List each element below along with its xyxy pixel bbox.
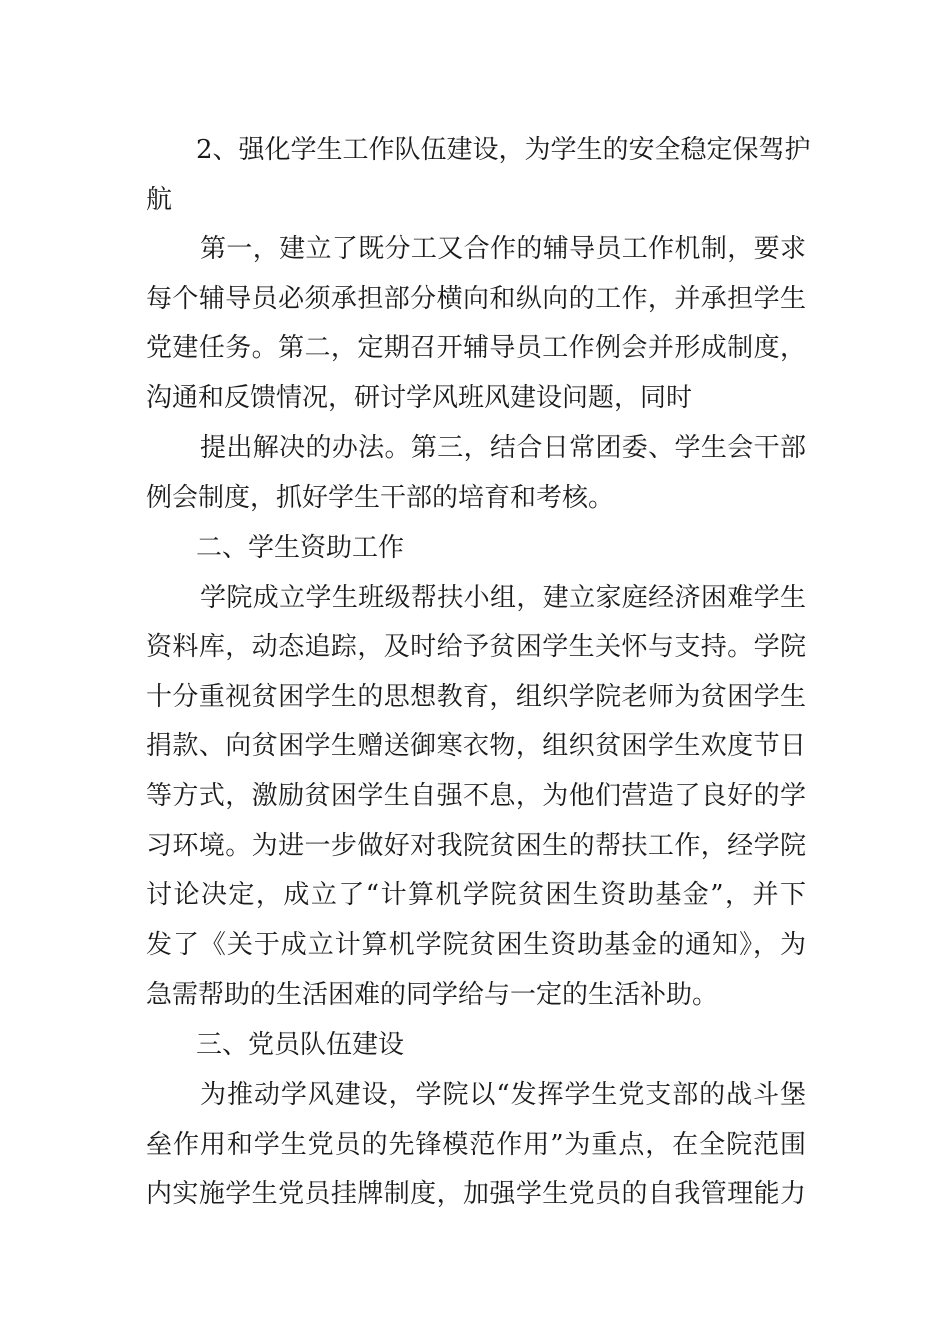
paragraph-line: 发了《关于成立计算机学院贫困生资助基金的通知》，为 (146, 930, 806, 960)
paragraph-line: 习环境。为进一步做好对我院贫困生的帮扶工作，经学院 (146, 831, 806, 861)
paragraph-line: 每个辅导员必须承担部分横向和纵向的工作，并承担学生 (146, 284, 806, 314)
paragraph-line: 为推动学风建设，学院以“发挥学生党支部的战斗堡 (200, 1080, 806, 1110)
paragraph-line: 沟通和反馈情况，研讨学风班风建设问题，同时 (146, 383, 693, 413)
section-heading: 三、党员队伍建设 (196, 1030, 405, 1060)
paragraph-line: 讨论决定，成立了“计算机学院贫困生资助基金”，并下 (146, 880, 806, 910)
paragraph-line: 学院成立学生班级帮扶小组，建立家庭经济困难学生 (200, 583, 806, 613)
paragraph-line: 党建任务。第二，定期召开辅导员工作例会并形成制度， (146, 333, 806, 363)
paragraph-line: 垒作用和学生党员的先锋模范作用”为重点，在全院范围 (146, 1130, 806, 1160)
paragraph-line: 例会制度，抓好学生干部的培育和考核。 (146, 483, 615, 513)
section-heading: 二、学生资助工作 (196, 533, 405, 563)
paragraph-line: 资料库，动态追踪，及时给予贫困学生关怀与支持。学院 (146, 632, 806, 662)
section-subheading: 2、强化学生工作队伍建设，为学生的安全稳定保驾护 (196, 135, 811, 165)
paragraph-line: 捐款、向贫困学生赠送御寒衣物，组织贫困学生欢度节日 (146, 731, 806, 761)
paragraph-line: 提出解决的办法。第三，结合日常团委、学生会干部 (200, 433, 806, 463)
paragraph-line: 第一，建立了既分工又合作的辅导员工作机制，要求 (200, 234, 806, 264)
paragraph-line: 航 (146, 185, 173, 215)
paragraph-line: 内实施学生党员挂牌制度，加强学生党员的自我管理能力 (146, 1179, 806, 1209)
paragraph-line: 十分重视贫困学生的思想教育，组织学院老师为贫困学生 (146, 682, 806, 712)
paragraph-line: 等方式，激励贫困学生自强不息，为他们营造了良好的学 (146, 781, 806, 811)
paragraph-line: 急需帮助的生活困难的同学给与一定的生活补助。 (146, 980, 719, 1010)
